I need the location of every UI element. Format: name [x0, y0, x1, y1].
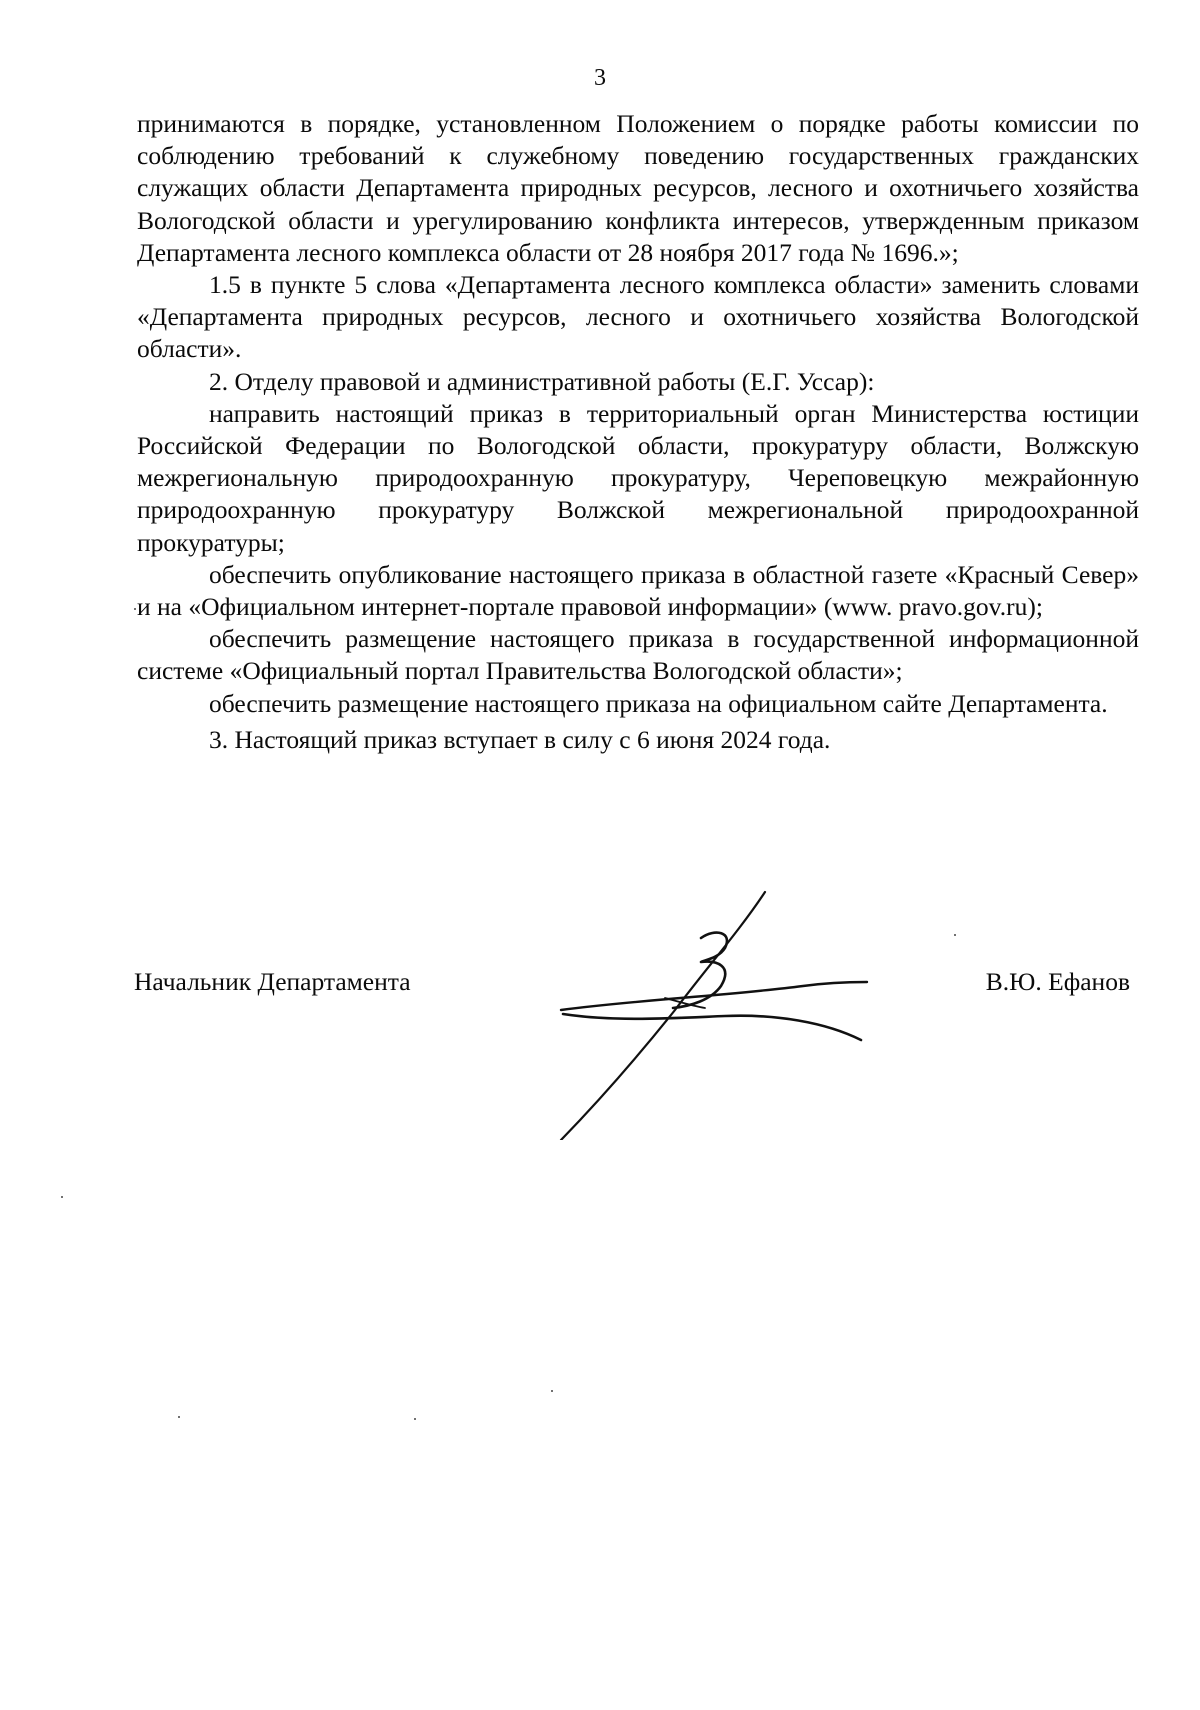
signatory-position: Начальник Департамента: [134, 967, 411, 996]
paragraph-item-3-effective-date: 3. Настоящий приказ вступает в силу с 6 июня 2024 года.: [209, 724, 831, 754]
scan-speck: [178, 1416, 180, 1418]
signatory-name: В.Ю. Ефанов: [985, 967, 1130, 996]
paragraph-website-placement: обеспечить размещение настоящего приказа на официальном сайте Департамента.: [209, 688, 1108, 718]
paragraph-send-to-ministry: направить настоящий приказ в территориальный орган Министерства юстиции Российской Федерации по Вологодской области, прокуратуру области, Волжскую межрегиональную природоохранную прокуратуру, Череповецкую межрайонную природоохранную прокуратуру Волжской межрегиональной природоохранной прокуратуры;: [137, 398, 1139, 557]
paragraph-publication: обеспечить опубликование настоящего приказа в областной газете «Красный Север» и на «Официальном интернет-портале правовой информации» (www. pravo.gov.ru);: [137, 559, 1139, 622]
handwritten-signature-icon: [555, 890, 885, 1140]
paragraph-commission-regulation: принимаются в порядке, установленном Положением о порядке работы комиссии по соблюдению требований к служебному поведению государственных гражданских служащих области Департамента природных ресурсов, лесного и охотничьего хозяйства Вологодской области и урегулированию конфликта интересов, утвержденным приказом Департамента лесного комплекса области от 28 ноября 2017 года № 1696.»;: [137, 109, 1139, 267]
paragraph-item-2: 2. Отделу правовой и административной работы (Е.Г. Уссар):: [209, 366, 875, 396]
scan-speck: [414, 1418, 416, 1420]
scan-speck: [954, 934, 956, 936]
scan-speck: [134, 608, 136, 610]
scan-speck: [61, 1196, 63, 1198]
page-number: 3: [594, 65, 606, 91]
paragraph-portal-placement: обеспечить размещение настоящего приказа в государственной информационной системе «Официальный портал Правительства Вологодской области»;: [137, 624, 1139, 686]
document-body: [137, 108, 1139, 756]
paragraph-item-1-5: 1.5 в пункте 5 слова «Департамента лесного комплекса области» заменить словами «Департамента природных ресурсов, лесного и охотничьего хозяйства Вологодской области».: [137, 270, 1139, 364]
scan-speck: [551, 1390, 553, 1392]
